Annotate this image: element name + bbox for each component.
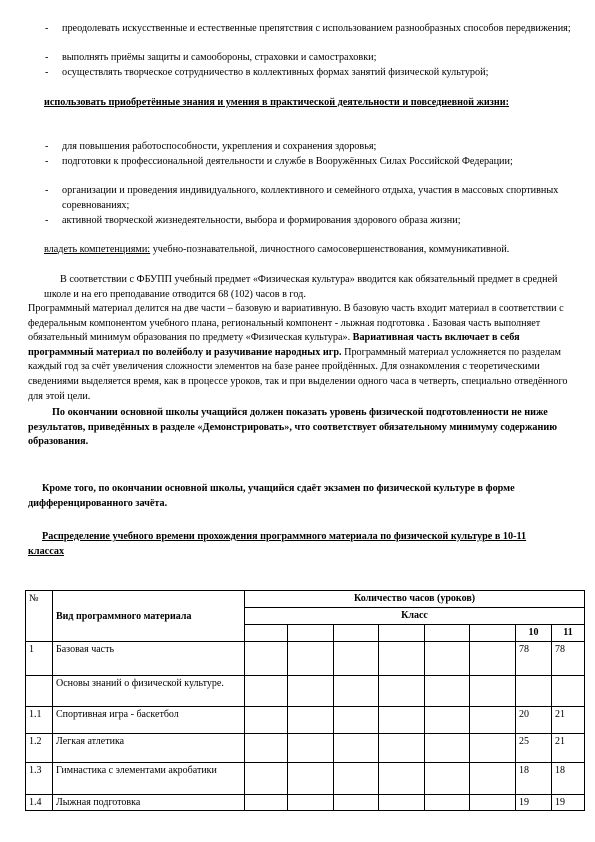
header-number: №: [26, 591, 53, 642]
empty-cell: [334, 795, 379, 811]
empty-cell: [288, 795, 334, 811]
row-material: Основы знаний о физической культуре.: [53, 676, 245, 707]
empty-cell: [379, 625, 425, 642]
list-dash: -: [45, 52, 49, 63]
empty-cell: [288, 734, 334, 763]
empty-cell: [425, 707, 470, 734]
row-material: Гимнастика с элементами акробатики: [53, 763, 245, 795]
empty-cell: [425, 763, 470, 795]
list-dash: -: [45, 67, 49, 78]
row-hours-10: 19: [516, 795, 552, 811]
empty-cell: [379, 734, 425, 763]
row-material: Базовая часть: [53, 642, 245, 676]
row-hours-10: 18: [516, 763, 552, 795]
empty-cell: [470, 625, 516, 642]
empty-cell: [245, 625, 288, 642]
empty-cell: [470, 642, 516, 676]
empty-cell: [425, 676, 470, 707]
empty-cell: [334, 676, 379, 707]
row-hours-11: 21: [552, 734, 585, 763]
list-dash: -: [45, 156, 49, 167]
empty-cell: [334, 642, 379, 676]
empty-cell: [425, 642, 470, 676]
list-a-item-2: выполнять приёмы защиты и самообороны, страховки и самостраховки;: [62, 52, 377, 63]
list-b-item-1: для повышения работоспособности, укрепления и сохранения здоровья;: [62, 141, 377, 152]
empty-cell: [470, 676, 516, 707]
row-material: Легкая атлетика: [53, 734, 245, 763]
empty-cell: [334, 763, 379, 795]
empty-cell: [288, 707, 334, 734]
empty-cell: [379, 795, 425, 811]
empty-cell: [425, 795, 470, 811]
competencies-text: учебно-познавательной, личностного самосовершенствования, коммуникативной.: [150, 244, 510, 255]
competencies-label: владеть компетенциями:: [44, 244, 151, 255]
header-hours: Количество часов (уроков): [245, 591, 585, 608]
list-b-item-2: подготовки к профессиональной деятельности и службе в Вооружённых Силах Российской Федерации;: [62, 156, 513, 167]
empty-cell: [379, 707, 425, 734]
row-hours-11: [552, 676, 585, 707]
list-b-item-3: организации и проведения индивидуального, коллективного и семейного отдыха, участия в массовых спортивных соревнованиях;: [62, 185, 559, 211]
list-dash: -: [45, 141, 49, 152]
empty-cell: [245, 642, 288, 676]
header-class: Класс: [245, 608, 585, 625]
competencies-paragraph: [44, 243, 544, 258]
table-title: Распределение учебного времени прохождения программного материала по физической культуре в 10-11 классах: [28, 531, 527, 557]
row-hours-11: 21: [552, 707, 585, 734]
header-material-type: Вид программного материала: [53, 591, 245, 642]
empty-cell: [425, 625, 470, 642]
header-grade-11: 11: [552, 625, 585, 642]
empty-cell: [334, 734, 379, 763]
row-material: Лыжная подготовка: [53, 795, 245, 811]
row-number: 1.4: [26, 795, 53, 811]
header-grade-10: 10: [516, 625, 552, 642]
empty-cell: [245, 707, 288, 734]
empty-cell: [245, 795, 288, 811]
empty-cell: [470, 707, 516, 734]
empty-cell: [245, 734, 288, 763]
row-number: 1.3: [26, 763, 53, 795]
empty-cell: [379, 642, 425, 676]
empty-cell: [379, 763, 425, 795]
row-number: 1: [26, 642, 53, 676]
program-text-2: Программный материал усложняется по разделам каждый год за счёт увеличения сложности элементов на базе ранее пройдённых. Для ознакомления с теоретическими сведениями выделяется время, как в процессе уроков, так и при выделении одного часа в четверть, специально отведённого для этой цели.: [28, 346, 568, 402]
empty-cell: [245, 763, 288, 795]
row-hours-11: 78: [552, 642, 585, 676]
row-hours-10: [516, 676, 552, 707]
empty-cell: [470, 795, 516, 811]
empty-cell: [288, 642, 334, 676]
list-a-item-1: преодолевать искусственные и естественные препятствия с использованием разнообразных способов передвижения;: [62, 23, 571, 34]
row-hours-10: 25: [516, 734, 552, 763]
empty-cell: [334, 625, 379, 642]
hours-distribution-table: [25, 590, 585, 811]
program-text-1: Программный материал делится на две части – базовую и вариативную. В базовую часть входит материал в соответствии с федеральным компонентом учебного плана, региональный компонент - лыжная подготовка . Базовая часть выполняет обязательный минимум образования по предмету «Физическая культура».: [28, 303, 564, 344]
list-dash: -: [45, 23, 49, 34]
empty-cell: [245, 676, 288, 707]
row-hours-10: 78: [516, 642, 552, 676]
empty-cell: [379, 676, 425, 707]
row-number: 1.2: [26, 734, 53, 763]
row-number: 1.1: [26, 707, 53, 734]
level-paragraph: По окончании основной школы учащийся должен показать уровень физической подготовленности не ниже результатов, приведённых в разделе «Демонстрировать», что соответствует обязательному минимуму содержанию образования.: [28, 407, 558, 448]
empty-cell: [334, 707, 379, 734]
row-material: Спортивная игра - баскетбол: [53, 707, 245, 734]
empty-cell: [288, 676, 334, 707]
empty-cell: [470, 734, 516, 763]
exam-paragraph: Кроме того, по окончании основной школы, учащийся сдаёт экзамен по физической культуре в форме дифференцированного зачёта.: [28, 483, 515, 509]
list-a-item-3: осуществлять творческое сотрудничество в коллективных формах занятий физической культурой;: [62, 67, 489, 78]
fgos-paragraph: В соответствии с ФБУПП учебный предмет «Физическая культура» вводится как обязательный предмет в средней школе и на его преподавание отводится 68 (102) часов в год.: [44, 274, 558, 300]
empty-cell: [288, 625, 334, 642]
row-hours-11: 19: [552, 795, 585, 811]
empty-cell: [288, 763, 334, 795]
heading-use-knowledge: использовать приобретённые знания и умения в практической деятельности и повседневной жизни:: [44, 97, 510, 108]
empty-cell: [425, 734, 470, 763]
program-paragraph: [28, 302, 576, 404]
row-hours-11: 18: [552, 763, 585, 795]
program-text-bold: Вариативная часть включает в себя программный материал по волейболу и разучивание народных игр.: [28, 332, 520, 358]
empty-cell: [470, 763, 516, 795]
row-number: [26, 676, 53, 707]
list-b-item-4: активной творческой жизнедеятельности, выбора и формирования здорового образа жизни;: [62, 215, 461, 226]
row-hours-10: 20: [516, 707, 552, 734]
list-dash: -: [45, 215, 49, 226]
list-dash: -: [45, 185, 49, 196]
